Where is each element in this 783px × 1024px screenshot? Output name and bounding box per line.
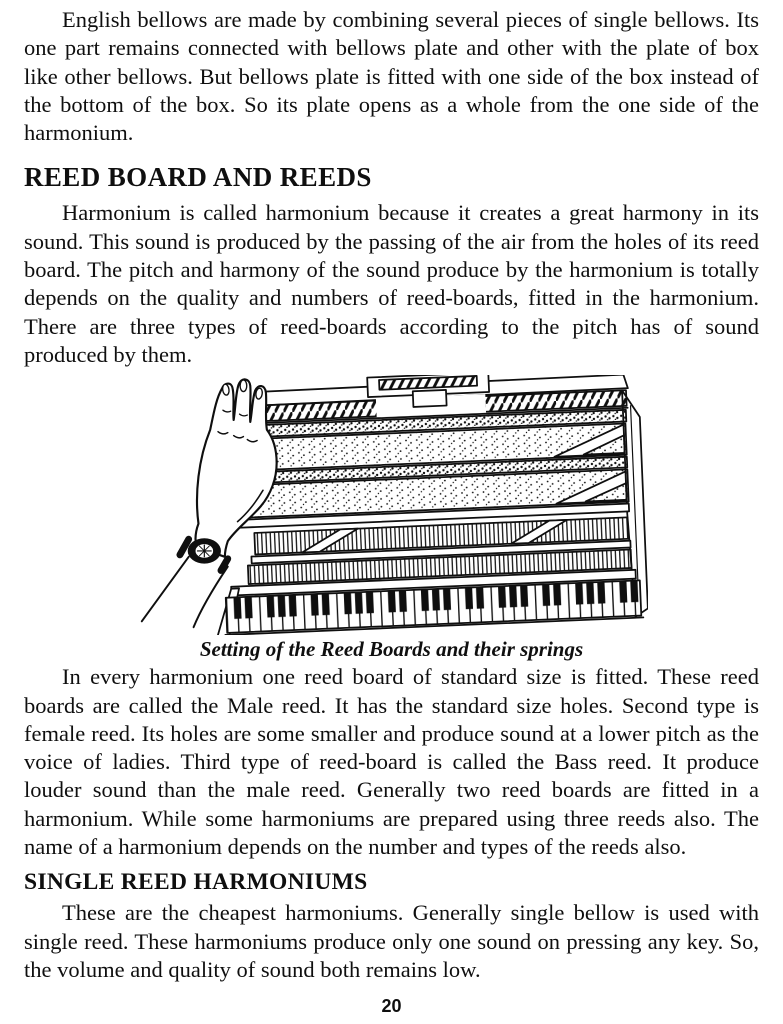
harmonium-body — [207, 375, 648, 635]
paragraph-harmonium-sound: Harmonium is called harmonium because it creates a great harmony in its sound. This sound is produced by the passing of the air from the holes of its reed board. The pitch and harmony of the sound produce by the harmonium is totally depends on the quality and numbers of reed-boards, fitted in the harmonium. There are three types of reed-boards according to the pitch has of sound produced by them. — [24, 200, 759, 367]
paragraph-reed-types: In every harmonium one reed board of standard size is fitted. These reed boards are called the Male reed. It has the standard size holes. Second type is female reed. Its holes are some smaller and produce sound at a lower pitch as the voice of ladies. Third type of reed-board is called the Bass reed. It produce louder sound than the male reed. Generally two reed boards are fitted in a harmonium. While some harmoniums are prepared using three reeds also. The name of a harmonium depends on the number and types of the reeds also. — [24, 664, 759, 860]
hand-illustration — [195, 380, 276, 557]
heading-reed-board-and-reeds: REED BOARD AND REEDS — [24, 162, 372, 193]
fingernail-2 — [240, 380, 247, 392]
figure-caption: Setting of the Reed Boards and their springs — [199, 637, 584, 662]
page-number: 20 — [381, 996, 402, 1017]
harmonium-illustration — [136, 375, 648, 635]
arm-illustration — [141, 557, 227, 629]
harmonium-figure — [122, 375, 662, 661]
paragraph-single-reed: These are the cheapest harmoniums. Generally single bellow is used with single reed. These harmoniums produce only one sound on pressing any key. So, the volume and quality of sound both remains low. — [24, 900, 759, 982]
heading-single-reed-harmoniums: SINGLE REED HARMONIUMS — [24, 869, 368, 896]
paragraph-english-bellows: English bellows are made by combining several pieces of single bellows. Its one part remains connected with bellows plate and other with the plate of box like other bellows. But bellows plate is fitted with one side of the box instead of the bottom of the box. So its plate opens as a whole from the one side of the harmonium. — [24, 7, 759, 146]
